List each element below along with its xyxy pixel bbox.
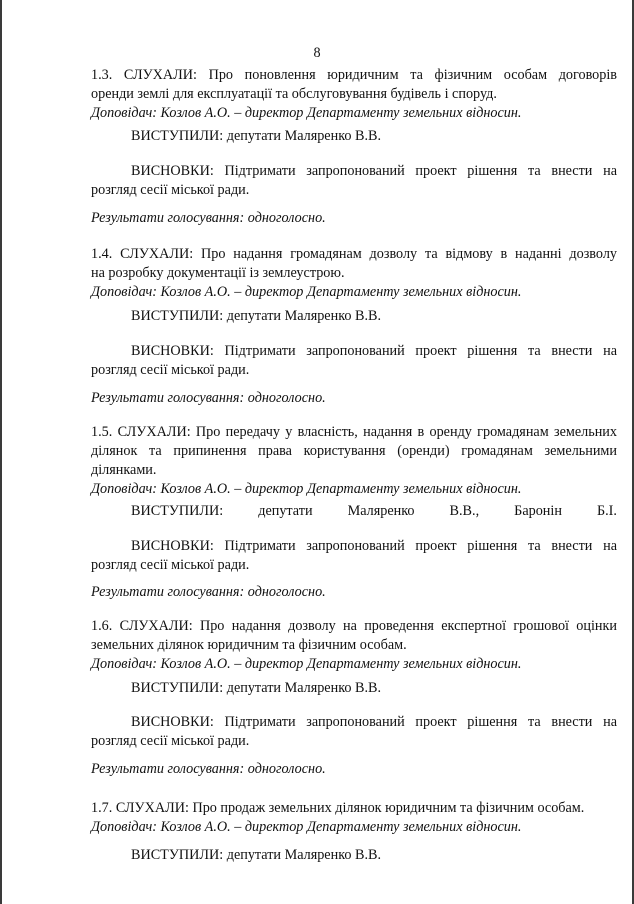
voting-result: Результати голосування: одноголосно.	[91, 390, 326, 406]
reporter-line: Доповідач: Козлов А.О. – директор Департаменту земельних відносин.	[91, 284, 522, 300]
voting-result: Результати голосування: одноголосно.	[91, 584, 326, 600]
item-1-4-conclusion	[91, 342, 617, 380]
item-1-3	[91, 66, 617, 123]
heard-line-2: оренди землі для експлуатації та обслуговування будівель і споруд.	[91, 86, 497, 102]
item-1-7	[91, 799, 617, 837]
item-1-3-voting	[91, 209, 617, 228]
heard-line-2: на розробку документації із землеустрою.	[91, 265, 345, 281]
scan-edge-left	[0, 0, 2, 904]
conclusion-line-1: ВИСНОВКИ: Підтримати запропонований проект рішення та внести на	[131, 343, 617, 359]
item-1-4	[91, 245, 617, 302]
item-1-3-speakers: ВИСТУПИЛИ: депутати Маляренко В.В.	[131, 128, 382, 144]
heard-line-1: 1.7. СЛУХАЛИ: Про продаж земельних ділянок юридичним та фізичним особам.	[91, 800, 585, 816]
item-1-6-voting	[91, 760, 617, 779]
speakers-word: Маляренко	[347, 503, 415, 519]
reporter-line: Доповідач: Козлов А.О. – директор Департаменту земельних відносин.	[91, 656, 522, 672]
item-1-5-voting	[91, 583, 617, 602]
speakers-word: ВИСТУПИЛИ:	[131, 503, 224, 519]
item-1-5-conclusion	[91, 537, 617, 575]
speakers-word: депутати	[258, 503, 313, 519]
reporter-line: Доповідач: Козлов А.О. – директор Департаменту земельних відносин.	[91, 481, 522, 497]
item-1-7-speakers: ВИСТУПИЛИ: депутати Маляренко В.В.	[131, 847, 382, 863]
voting-result: Результати голосування: одноголосно.	[91, 761, 326, 777]
heard-line-1: 1.5. СЛУХАЛИ: Про передачу у власність, надання в оренду громадянам земельних	[91, 424, 617, 440]
speakers-word: Б.І.	[596, 503, 617, 519]
item-1-3-conclusion	[91, 162, 617, 200]
heard-line-2: земельних ділянок юридичним та фізичним особам.	[91, 637, 407, 653]
speakers-word: Баронін	[514, 503, 562, 519]
item-1-6-speakers: ВИСТУПИЛИ: депутати Маляренко В.В.	[131, 680, 382, 696]
heard-line-1: 1.4. СЛУХАЛИ: Про надання громадянам дозволу та відмову в наданні дозволу	[91, 246, 617, 262]
conclusion-line-2: розгляд сесії міської ради.	[91, 182, 250, 198]
reporter-line: Доповідач: Козлов А.О. – директор Департаменту земельних відносин.	[91, 105, 522, 121]
conclusion-line-1: ВИСНОВКИ: Підтримати запропонований проект рішення та внести на	[131, 538, 617, 554]
heard-line-3: ділянками.	[91, 462, 157, 478]
item-1-4-speakers: ВИСТУПИЛИ: депутати Маляренко В.В.	[131, 308, 382, 324]
conclusion-line-1: ВИСНОВКИ: Підтримати запропонований проект рішення та внести на	[131, 714, 617, 730]
voting-result: Результати голосування: одноголосно.	[91, 210, 326, 226]
heard-line-1: 1.6. СЛУХАЛИ: Про надання дозволу на проведення експертної грошової оцінки	[91, 618, 617, 634]
conclusion-line-1: ВИСНОВКИ: Підтримати запропонований проект рішення та внести на	[131, 163, 617, 179]
speakers-word: В.В.,	[449, 503, 480, 519]
reporter-line: Доповідач: Козлов А.О. – директор Департаменту земельних відносин.	[91, 819, 522, 835]
conclusion-line-2: розгляд сесії міської ради.	[91, 733, 250, 749]
heard-line-2: ділянок та припинення права користування (оренди) громадянам земельними	[91, 443, 617, 459]
item-1-5	[91, 423, 617, 499]
conclusion-line-2: розгляд сесії міської ради.	[91, 557, 250, 573]
heard-line-1: 1.3. СЛУХАЛИ: Про поновлення юридичним та фізичним особам договорів	[91, 67, 617, 83]
page-number: 8	[313, 45, 321, 61]
conclusion-line-2: розгляд сесії міської ради.	[91, 362, 250, 378]
item-1-6	[91, 617, 617, 674]
item-1-6-conclusion	[91, 713, 617, 751]
item-1-4-voting	[91, 389, 617, 408]
item-1-5-speakers	[91, 502, 617, 521]
